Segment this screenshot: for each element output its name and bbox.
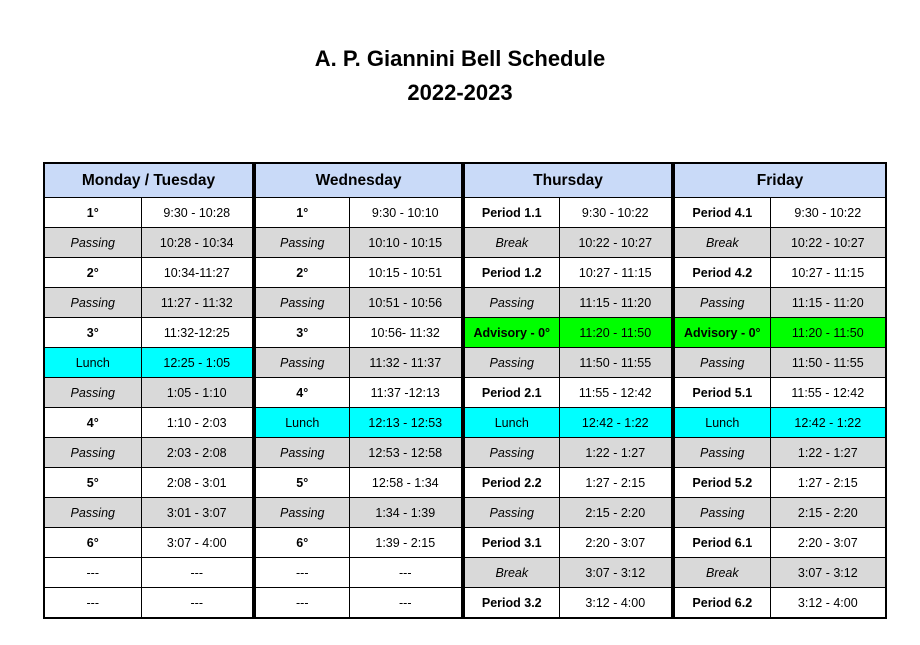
period-time: 1:34 - 1:39 [349,498,463,528]
period-label: 3° [254,318,349,348]
period-label: Period 5.2 [673,468,770,498]
period-time: 2:03 - 2:08 [141,438,254,468]
period-time: --- [141,558,254,588]
table-row [44,588,886,619]
period-time: 1:22 - 1:27 [559,438,673,468]
period-time: 11:55 - 12:42 [770,378,886,408]
period-label: Passing [44,498,141,528]
period-time: 3:07 - 3:12 [559,558,673,588]
period-time: 2:20 - 3:07 [559,528,673,558]
period-time: 10:34-11:27 [141,258,254,288]
period-time: 1:39 - 2:15 [349,528,463,558]
period-label: Lunch [44,348,141,378]
period-label: Period 4.1 [673,198,770,228]
period-time: 11:20 - 11:50 [559,318,673,348]
period-time: 1:27 - 2:15 [559,468,673,498]
period-label: Passing [254,228,349,258]
period-label: --- [44,558,141,588]
period-time: --- [349,588,463,619]
period-time: 11:37 -12:13 [349,378,463,408]
period-time: 10:27 - 11:15 [770,258,886,288]
period-time: 3:01 - 3:07 [141,498,254,528]
period-label: Passing [673,348,770,378]
day-header-thursday: Thursday [463,163,673,198]
period-time: 2:20 - 3:07 [770,528,886,558]
period-time: 11:50 - 11:55 [559,348,673,378]
period-label: 2° [254,258,349,288]
period-label: Advisory - 0° [463,318,559,348]
day-header-wednesday: Wednesday [254,163,463,198]
period-label: 4° [44,408,141,438]
table-row [44,498,886,528]
period-time: 1:27 - 2:15 [770,468,886,498]
period-label: Lunch [254,408,349,438]
period-label: Lunch [673,408,770,438]
period-time: 9:30 - 10:10 [349,198,463,228]
period-label: Period 2.1 [463,378,559,408]
table-row [44,258,886,288]
period-time: 10:15 - 10:51 [349,258,463,288]
table-row [44,438,886,468]
period-label: 5° [44,468,141,498]
schedule-body [44,198,886,619]
period-time: 10:27 - 11:15 [559,258,673,288]
period-label: Passing [673,288,770,318]
period-time: 2:08 - 3:01 [141,468,254,498]
period-label: Break [673,558,770,588]
period-time: 11:32-12:25 [141,318,254,348]
period-time: 9:30 - 10:22 [770,198,886,228]
period-label: Passing [254,498,349,528]
period-label: 5° [254,468,349,498]
period-time: 10:10 - 10:15 [349,228,463,258]
table-row [44,288,886,318]
period-time: --- [349,558,463,588]
schedule-table-container [43,162,885,619]
bell-schedule-table [43,162,887,619]
period-label: 6° [254,528,349,558]
period-label: Passing [463,498,559,528]
period-label: 1° [44,198,141,228]
period-label: Passing [44,378,141,408]
period-label: 1° [254,198,349,228]
period-label: Passing [463,348,559,378]
period-label: Passing [463,288,559,318]
period-label: Passing [44,438,141,468]
period-label: Passing [44,288,141,318]
period-label: Passing [673,498,770,528]
period-label: 4° [254,378,349,408]
period-time: 11:27 - 11:32 [141,288,254,318]
period-time: 10:28 - 10:34 [141,228,254,258]
period-label: Period 1.2 [463,258,559,288]
period-label: Passing [44,228,141,258]
period-time: 12:42 - 1:22 [770,408,886,438]
period-label: Passing [673,438,770,468]
period-label: 3° [44,318,141,348]
period-label: Period 4.2 [673,258,770,288]
table-row [44,198,886,228]
table-row [44,558,886,588]
page-title: A. P. Giannini Bell Schedule [314,46,606,71]
period-time: 11:55 - 12:42 [559,378,673,408]
period-time: 1:10 - 2:03 [141,408,254,438]
period-label: Period 3.1 [463,528,559,558]
period-label: 2° [44,258,141,288]
period-time: 2:15 - 2:20 [770,498,886,528]
period-label: 6° [44,528,141,558]
period-label: Break [463,228,559,258]
table-row [44,468,886,498]
day-header-friday: Friday [673,163,886,198]
period-label: Passing [254,438,349,468]
day-header-mon-tue: Monday / Tuesday [44,163,254,198]
table-row [44,228,886,258]
period-time: 10:22 - 10:27 [559,228,673,258]
period-time: 12:58 - 1:34 [349,468,463,498]
period-label: Period 3.2 [463,588,559,619]
period-label: --- [44,588,141,619]
period-time: 3:12 - 4:00 [770,588,886,619]
period-time: 10:22 - 10:27 [770,228,886,258]
period-time: 12:25 - 1:05 [141,348,254,378]
period-label: --- [254,588,349,619]
period-label: Period 6.1 [673,528,770,558]
period-label: Period 1.1 [463,198,559,228]
period-time: 3:07 - 3:12 [770,558,886,588]
period-label: Break [463,558,559,588]
table-row [44,528,886,558]
period-time: 2:15 - 2:20 [559,498,673,528]
period-label: Period 5.1 [673,378,770,408]
period-label: Period 6.2 [673,588,770,619]
period-label: Passing [254,348,349,378]
period-time: 11:20 - 11:50 [770,318,886,348]
table-row [44,318,886,348]
period-time: 12:53 - 12:58 [349,438,463,468]
period-time: 12:42 - 1:22 [559,408,673,438]
period-time: 10:56- 11:32 [349,318,463,348]
period-time: 10:51 - 10:56 [349,288,463,318]
period-label: --- [254,558,349,588]
period-time: 3:12 - 4:00 [559,588,673,619]
period-time: --- [141,588,254,619]
period-time: 1:22 - 1:27 [770,438,886,468]
table-row [44,408,886,438]
period-label: Passing [254,288,349,318]
period-time: 11:15 - 11:20 [559,288,673,318]
table-row [44,348,886,378]
period-time: 11:50 - 11:55 [770,348,886,378]
page-subtitle: 2022-2023 [407,80,513,105]
period-time: 12:13 - 12:53 [349,408,463,438]
period-label: Break [673,228,770,258]
table-row [44,378,886,408]
period-time: 11:15 - 11:20 [770,288,886,318]
day-header-row [44,163,886,198]
period-time: 1:05 - 1:10 [141,378,254,408]
period-time: 9:30 - 10:22 [559,198,673,228]
period-label: Period 2.2 [463,468,559,498]
period-time: 11:32 - 11:37 [349,348,463,378]
period-label: Advisory - 0° [673,318,770,348]
period-label: Passing [463,438,559,468]
period-label: Lunch [463,408,559,438]
period-time: 3:07 - 4:00 [141,528,254,558]
period-time: 9:30 - 10:28 [141,198,254,228]
